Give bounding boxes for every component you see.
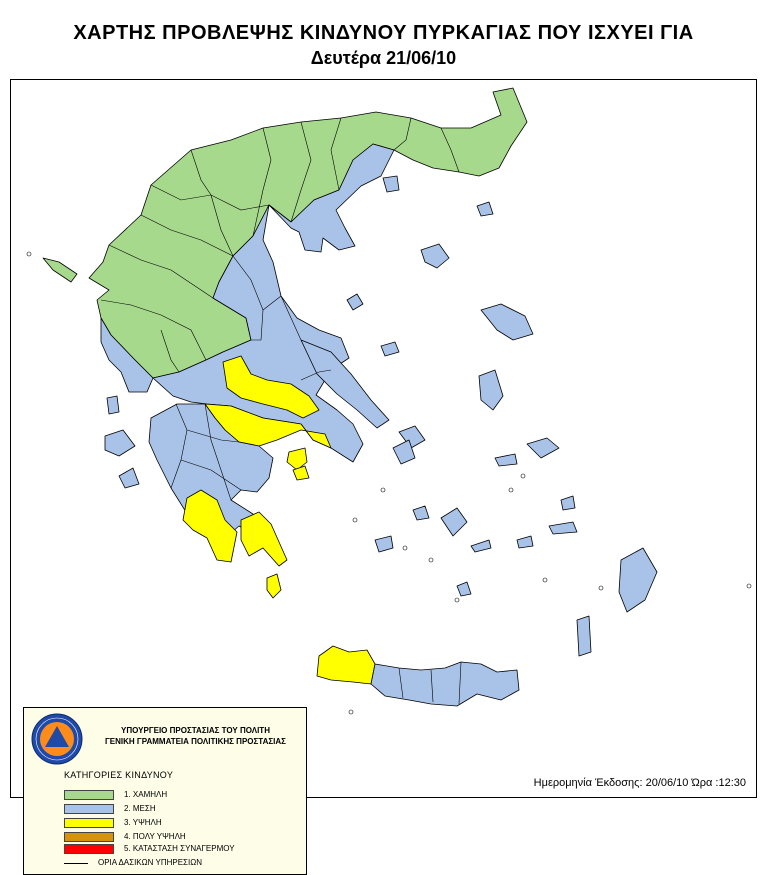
island-kythira-high: [267, 574, 281, 598]
island-ikaria-medium: [495, 454, 517, 466]
island-limnos-medium: [421, 244, 449, 268]
map-title: ΧΑΡΤΗΣ ΠΡΟΒΛΕΨΗΣ ΚΙΝΔΥΝΟΥ ΠΥΡΚΑΓΙΑΣ ΠΟΥ ΙΣΧΥΕΙ ΓΙΑ: [73, 22, 694, 44]
legend-label-very-high: 4. ΠΟΛΥ ΥΨΗΛΗ: [124, 832, 186, 841]
region-laconia-high: [241, 512, 287, 566]
legend-swatch-emergency: [64, 844, 114, 854]
island-santorini-medium: [457, 582, 471, 596]
island-lefkada-medium: [107, 396, 119, 414]
island-chios-medium: [479, 370, 503, 410]
secretariat-name: ΓΕΝΙΚΗ ΓΡΑΜΜΑΤΕΙΑ ΠΟΛΙΤΙΚΗΣ ΠΡΟΣΤΑΣΙΑΣ: [105, 737, 286, 746]
island-kefalonia-medium: [105, 430, 135, 456]
island-lesvos-medium: [481, 304, 533, 340]
map-frame: [10, 79, 757, 867]
legend-box: [23, 707, 307, 875]
legend-label-low: 1. ΧΑΜΗΛΗ: [124, 790, 168, 799]
island-zakynthos-medium: [119, 468, 139, 488]
island-naxos-medium: [441, 508, 467, 536]
forecast-date: Δευτέρα 21/06/10: [310, 48, 457, 68]
legend-swatch-very-high: [64, 832, 114, 842]
island-leros-medium: [561, 496, 575, 510]
island-milos-medium: [375, 536, 393, 552]
island-thasos-medium: [383, 176, 399, 192]
island-samos-medium: [527, 438, 559, 458]
island-astypalaia-medium: [517, 536, 533, 548]
island-sporades-medium: [347, 294, 363, 310]
risk-categories-title: ΚΑΤΗΓΟΡΙΕΣ ΚΙΝΔΥΝΟΥ: [64, 770, 174, 780]
island-crete-west-high: [317, 646, 375, 684]
island-amorgos-medium: [471, 540, 491, 552]
island-rhodes-medium: [619, 548, 657, 612]
legend-label-high: 3. ΥΨΗΛΗ: [124, 818, 162, 827]
ministry-name: ΥΠΟΥΡΓΕΙΟ ΠΡΟΣΤΑΣΙΑΣ ΤΟΥ ΠΟΛΙΤΗ: [121, 726, 270, 735]
legend-swatch-medium: [64, 804, 114, 814]
legend-label-boundary: ΟΡΙΑ ΔΑΣΙΚΩΝ ΥΠΗΡΕΣΙΩΝ: [98, 858, 202, 867]
island-karpathos-medium: [577, 616, 591, 656]
legend-label-medium: 2. ΜΕΣΗ: [124, 804, 156, 813]
issue-date-time: Ημερομηνία Έκδοσης: 20/06/10 Ώρα :12:30: [533, 777, 746, 789]
island-alonissos-medium: [381, 342, 399, 356]
island-corfu-low: [43, 258, 77, 282]
civil-protection-emblem-icon: [31, 713, 83, 765]
island-crete-east-medium: [371, 662, 519, 706]
island-kos-medium: [549, 522, 577, 534]
legend-swatch-high: [64, 818, 114, 828]
island-paros-medium: [413, 506, 429, 520]
legend-label-emergency: 5. ΚΑΤΑΣΤΑΣΗ ΣΥΝΑΓΕΡΜΟΥ: [124, 844, 235, 853]
boundary-line-icon: [64, 863, 88, 864]
legend-swatch-low: [64, 790, 114, 800]
greece-fire-risk-map: [11, 80, 756, 797]
island-samothraki-medium: [477, 202, 493, 216]
